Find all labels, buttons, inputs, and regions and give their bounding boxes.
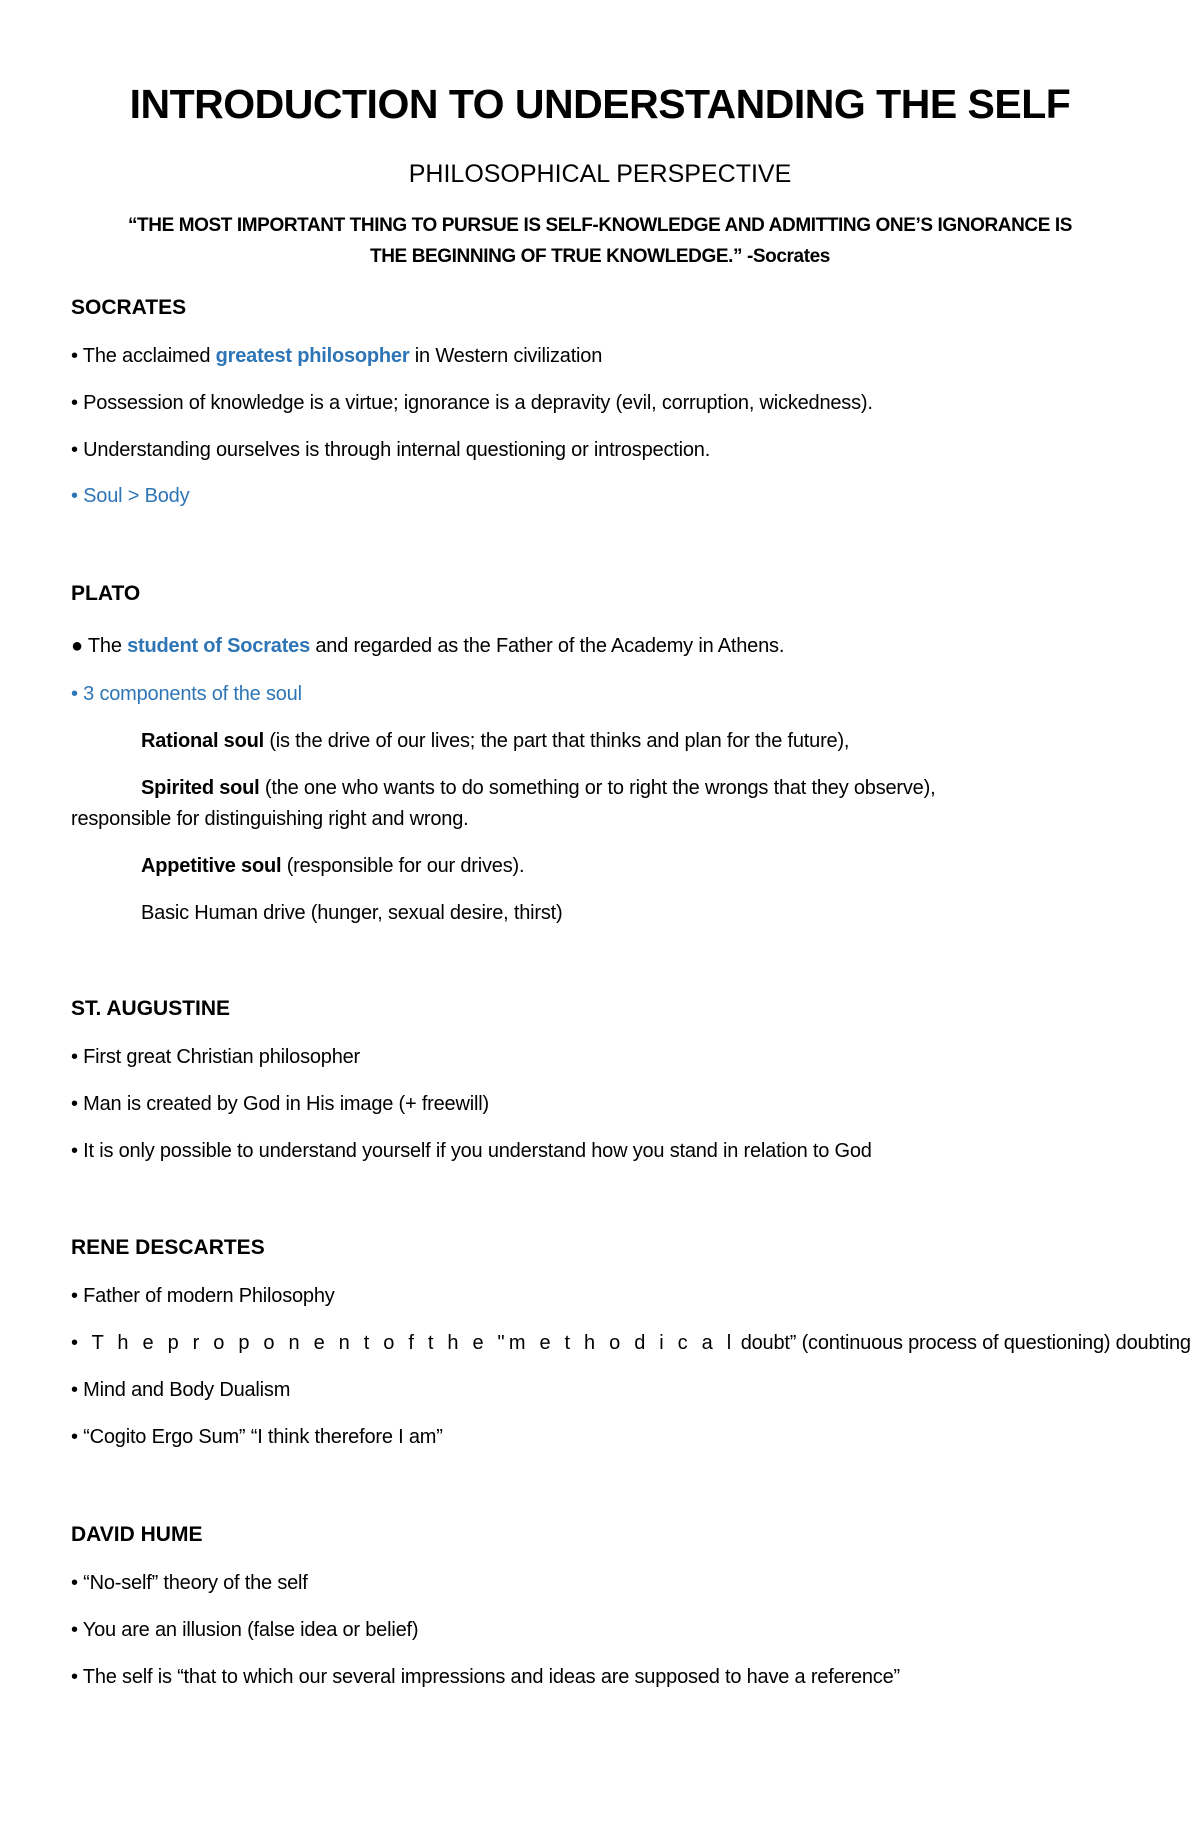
term: Appetitive soul: [141, 855, 282, 877]
socrates-bullet-2: • Possession of knowledge is a virtue; ignorance is a depravity (evil, corruption, wickedness).: [71, 392, 873, 414]
bullet-text: in Western civilization: [409, 345, 603, 367]
descartes-bullet-3: • Mind and Body Dualism: [71, 1379, 291, 1401]
plato-bullet-2: • 3 components of the soul: [71, 683, 302, 705]
augustine-bullet-1: • First great Christian philosopher: [71, 1046, 361, 1068]
description: (responsible for our drives).: [281, 855, 525, 877]
descartes-bullet-1: • Father of modern Philosophy: [71, 1285, 335, 1307]
description: (the one who wants to do something or to right the wrongs that they observe),: [259, 777, 936, 799]
augustine-bullet-2: • Man is created by God in His image (+ freewill): [71, 1093, 489, 1115]
plato-bullet-1: [71, 632, 784, 660]
term: Spirited soul: [141, 777, 260, 799]
augustine-bullet-3: • It is only possible to understand yourself if you understand how you stand in relation to God: [71, 1140, 872, 1162]
socrates-quote: [70, 210, 1130, 272]
highlight-text: greatest philosopher: [215, 345, 410, 367]
descartes-bullet-2: [71, 1329, 1191, 1357]
socrates-bullet-4: • Soul > Body: [71, 485, 190, 507]
hume-heading: DAVID HUME: [71, 1523, 203, 1546]
quote-line-2: THE BEGINNING OF TRUE KNOWLEDGE.” -Socrates: [370, 246, 830, 267]
quote-line-1: “THE MOST IMPORTANT THING TO PURSUE IS SELF-KNOWLEDGE AND ADMITTING ONE’S IGNORANCE IS: [127, 215, 1073, 236]
socrates-bullet-1: [71, 342, 602, 370]
document-title: INTRODUCTION TO UNDERSTANDING THE SELF: [129, 81, 1071, 127]
socrates-bullet-3: • Understanding ourselves is through internal questioning or introspection.: [71, 439, 711, 461]
document-subtitle: PHILOSOPHICAL PERSPECTIVE: [408, 160, 792, 188]
bullet-text: and regarded as the Father of the Academy in Athens.: [310, 635, 785, 657]
hume-bullet-3: • The self is “that to which our several impressions and ideas are supposed to have a reference”: [71, 1666, 900, 1688]
plato-heading: PLATO: [71, 582, 141, 605]
spirited-soul-line: [141, 774, 935, 802]
bullet-text: doubt” (continuous process of questioning) doubting: [735, 1332, 1191, 1354]
hume-bullet-2: • You are an illusion (false idea or belief): [71, 1619, 419, 1641]
bullet-text: • The acclaimed: [71, 345, 216, 367]
spirited-soul-continued: responsible for distinguishing right and wrong.: [71, 808, 469, 830]
rational-soul-line: [141, 727, 849, 755]
socrates-heading: SOCRATES: [71, 296, 187, 319]
appetitive-soul-line: [141, 852, 524, 880]
basic-human-drive-line: Basic Human drive (hunger, sexual desire, thirst): [141, 902, 563, 924]
description: (is the drive of our lives; the part that thinks and plan for the future),: [263, 730, 850, 752]
descartes-heading: RENE DESCARTES: [71, 1236, 265, 1259]
spaced-text: • T h e p r o p o n e n t o f t h e "m e t h o d i c a l: [71, 1332, 736, 1354]
term: Rational soul: [141, 730, 264, 752]
augustine-heading: ST. AUGUSTINE: [71, 997, 231, 1020]
descartes-bullet-4: • “Cogito Ergo Sum” “I think therefore I am”: [71, 1426, 443, 1448]
hume-bullet-1: • “No-self” theory of the self: [71, 1572, 308, 1594]
highlight-text: student of Socrates: [127, 635, 311, 657]
bullet-text: ● The: [71, 635, 128, 657]
